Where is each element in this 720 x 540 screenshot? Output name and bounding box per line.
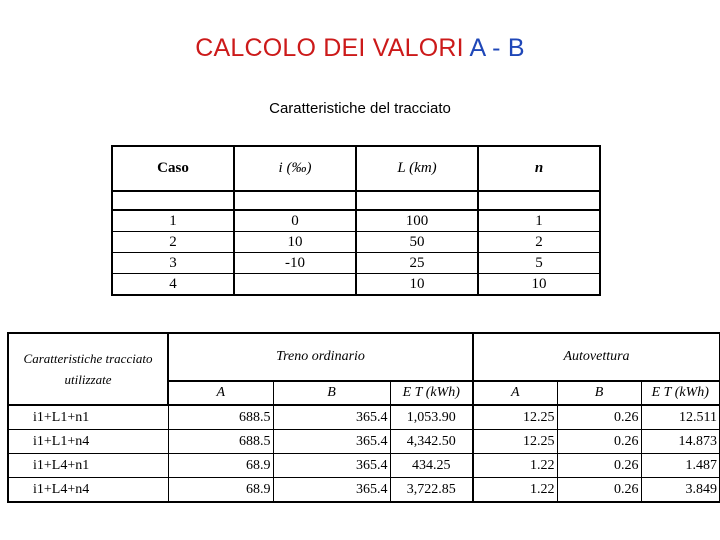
title-part-2: A - B (469, 34, 525, 62)
header-n: n (478, 146, 600, 191)
corner-line-2: utilizzate (64, 372, 112, 387)
cell: 0.26 (557, 478, 641, 503)
table-row (112, 253, 600, 274)
header-caso: Caso (112, 146, 234, 191)
corner-line-1: Caratteristiche tracciato (23, 351, 153, 366)
title-part-1: CALCOLO DEI VALORI (195, 34, 470, 62)
cell: 365.4 (273, 478, 390, 503)
cell: 12.511 (641, 405, 720, 430)
cell: 3 (112, 253, 234, 274)
cell: 14.873 (641, 430, 720, 454)
table-row (8, 430, 720, 454)
table-row (112, 232, 600, 253)
row-label: i1+L1+n1 (8, 405, 168, 430)
table-row (8, 454, 720, 478)
cell: 2 (112, 232, 234, 253)
cell: 4 (112, 274, 234, 296)
cell: 0.26 (557, 430, 641, 454)
row-label: i1+L4+n1 (8, 454, 168, 478)
sub-header-a-car: A (473, 381, 557, 405)
table-row (112, 210, 600, 232)
corner-header (8, 333, 168, 405)
cell: 1.487 (641, 454, 720, 478)
cell: 1.22 (473, 478, 557, 503)
group-header-car: Autovettura (473, 333, 720, 381)
cell: 10 (478, 274, 600, 296)
sub-header-et-train: E T (kWh) (390, 381, 473, 405)
group-header-row (8, 333, 720, 381)
cell: 68.9 (168, 454, 273, 478)
cell: 4,342.50 (390, 430, 473, 454)
spacer-row (112, 191, 600, 210)
cell: 68.9 (168, 478, 273, 503)
header-l: L (km) (356, 146, 478, 191)
cell: 25 (356, 253, 478, 274)
cell: 12.25 (473, 405, 557, 430)
row-label: i1+L4+n4 (8, 478, 168, 503)
track-characteristics-table (111, 145, 601, 296)
table-header-row (112, 146, 600, 191)
cell: 5 (478, 253, 600, 274)
cell: 3.849 (641, 478, 720, 503)
table-row (112, 274, 600, 296)
cell: 1 (112, 210, 234, 232)
cell: 100 (356, 210, 478, 232)
cell: 365.4 (273, 405, 390, 430)
header-i: i (‰) (234, 146, 356, 191)
cell: -10 (234, 253, 356, 274)
cell: 12.25 (473, 430, 557, 454)
table-row (8, 478, 720, 503)
table-row (8, 405, 720, 430)
cell: 688.5 (168, 430, 273, 454)
cell: 50 (356, 232, 478, 253)
cell: 434.25 (390, 454, 473, 478)
cell: 1,053.90 (390, 405, 473, 430)
cell: 10 (356, 274, 478, 296)
cell: 0.26 (557, 454, 641, 478)
cell: 365.4 (273, 454, 390, 478)
cell: 3,722.85 (390, 478, 473, 503)
cell: 0.26 (557, 405, 641, 430)
cell: 1 (478, 210, 600, 232)
row-label: i1+L1+n4 (8, 430, 168, 454)
subtitle: Caratteristiche del tracciato (269, 100, 451, 117)
cell: 10 (234, 232, 356, 253)
sub-header-a-train: A (168, 381, 273, 405)
sub-header-b-car: B (557, 381, 641, 405)
sub-header-et-car: E T (kWh) (641, 381, 720, 405)
sub-header-b-train: B (273, 381, 390, 405)
cell: 688.5 (168, 405, 273, 430)
cell: 365.4 (273, 430, 390, 454)
cell: 0 (234, 210, 356, 232)
cell: 2 (478, 232, 600, 253)
group-header-train: Treno ordinario (168, 333, 473, 381)
cell: 1.22 (473, 454, 557, 478)
page-title (0, 34, 720, 63)
cell (234, 274, 356, 296)
energy-values-table (7, 332, 720, 503)
